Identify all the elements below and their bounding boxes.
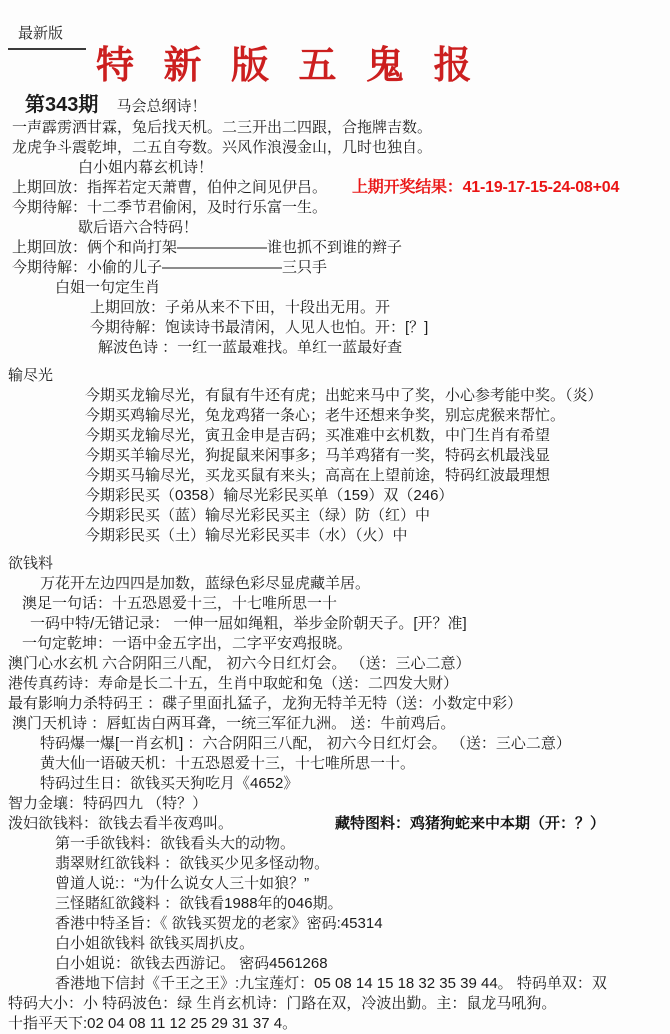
yuqianliao-line: 万花开左边四四是加数，蓝绿色彩尽显虎藏羊居。 [40, 575, 371, 592]
yuqianliao-line: 澳门心水玄机 六合阴阳三八配， 初六今日红灯会。 （送：三心二意） [8, 655, 471, 672]
shujinguang-line: 今期买龙输尽光，寅丑金申是吉码；买准难中玄机数，中门生肖有希望 [85, 427, 551, 444]
yuqianliao-line: 特码爆一爆[一肖玄机] ：六合阴阳三八配， 初六今日红灯会。 （送：三心二意） [40, 735, 571, 752]
intro-poem-line: 一声霹雳洒甘霖，兔后找天机。二三开出二四跟，合拖牌吉数。 [12, 119, 433, 136]
shujinguang-line: 今期彩民买（0358）输尽光彩民买单（159）双（246） [85, 487, 454, 504]
yuqianliao-line: 特码过生日：欲钱买天狗吃月《4652》 [40, 775, 299, 792]
shujinguang-line: 今期买鸡输尽光，兔龙鸡猪一条心；老牛还想来争奖，别忘虎猴来帮忙。 [85, 407, 566, 424]
yuqianliao-line: 一码中特/无错记录： 一伸一屈如绳粗，举步金阶朝天子。[开？准] [30, 615, 467, 632]
yuqianliao-line: 黄大仙一语破天机：十五恐恩爱十三，十七唯所思一十。 [40, 755, 416, 772]
shujinguang-line: 今期买龙输尽光，有鼠有牛还有虎；出蛇来马中了奖，小心参考能中奖。（炎） [85, 387, 603, 404]
page-title: 特 新 版 五 鬼 报 [96, 45, 482, 87]
section-heading-xiehouyu: 歇后语六合特码！ [78, 219, 199, 236]
hk-envelope-line: 香港地下信封《千王之王》:九宝莲灯：05 08 14 15 18 32 35 39 44。 特码单双：双 [55, 975, 607, 992]
shujinguang-line: 今期彩民买（蓝）输尽光彩民买主（绿）防（红）中 [85, 507, 431, 524]
baijie-bose-line: 解波色诗 ：一红一蓝最难找。单红一蓝最好查 [98, 339, 403, 356]
yuqianliao-line: 港传真药诗：寿命是长二十五，生肖中取蛇和兔（送：二四发大财） [8, 675, 459, 692]
baijie-cur-line: 今期待解：饱读诗书最清闲，人见人也怕。开：[？] [90, 319, 429, 336]
yuqianliao-line: 香港中特圣旨：《 欲钱买贺龙的老家》密码:45314 [55, 915, 383, 932]
powu-cangte-line [0, 814, 670, 834]
current-riddle-line: 今期待解：十二季节君偷闲，及时行乐富一生。 [12, 199, 328, 216]
section-heading-baixiaojie: 白小姐内幕玄机诗！ [78, 159, 214, 176]
shujinguang-line: 今期买羊输尽光，狗捉鼠来闲事多；马羊鸡猪有一奖，特码玄机最浅显 [85, 447, 551, 464]
section-heading-shujinguang: 输尽光 [8, 367, 54, 384]
yuqianliao-line: 一句定乾坤：一语中金五字出，二字平安鸡报晓。 [22, 635, 353, 652]
last-draw-line [0, 178, 670, 198]
last-draw-result: 上期开奖结果：41-19-17-15-24-08+04 [352, 179, 620, 196]
issue-subtitle: 马会总纲诗！ [116, 98, 207, 115]
tema-attributes-line: 特码大小：小 特码波色：绿 生肖玄机诗：门路在双，冷波出勤。主：鼠龙马吼狗。 [8, 995, 557, 1012]
yuqianliao-line: 白小姐欲钱料 欲钱买周扒皮。 [55, 935, 255, 952]
issue-row [0, 92, 670, 118]
yuqianliao-line: 三怪賭紅欲錢料 ：欲钱看1988年的046期。 [55, 895, 343, 912]
section-heading-baijie: 白姐一句定生肖 [55, 279, 161, 296]
yuqianliao-line: 曾道人说:：“为什么说女人三十如狼？” [55, 875, 310, 892]
powu-text: 泼妇欲钱料：欲钱去看半夜鸡叫。 [8, 815, 234, 832]
xiehouyu-prev-line: 上期回放：俩个和尚打架——————谁也抓不到谁的辫子 [12, 239, 403, 256]
yuqianliao-line: 最有影响力杀特码王 ：碟子里面扎猛子，龙狗无特羊无特（送：小数定中彩） [8, 695, 523, 712]
section-heading-yuqianliao: 欲钱料 [8, 555, 54, 572]
intro-poem-line: 龙虎争斗震乾坤，二五自夸数。兴风作浪漫金山，几时也独自。 [12, 139, 433, 156]
cangte-text: 藏特图料：鸡猪狗蛇来中本期（开：？） [335, 815, 606, 832]
ten-numbers-line: 十指平天下:02 04 08 11 12 25 29 31 37 4。 [8, 1015, 298, 1032]
shujinguang-line: 今期买马输尽光，买龙买鼠有来头；高高在上望前途，特码红波最理想 [85, 467, 551, 484]
issue-number: 第343期 [25, 94, 99, 116]
yuqianliao-line: 智力金壤：特码四九 （特？） [8, 795, 208, 812]
yuqianliao-line: 翡翠财红欲钱料 ：欲钱买少见多怪动物。 [55, 855, 330, 872]
edition-label: 最新版 [18, 25, 64, 42]
baijie-prev-line: 上期回放：子弟从来不下田，十段出无用。开 [90, 299, 391, 316]
yuqianliao-line: 澳足一句话：十五恐恩爱十三，十七唯所思一十 [22, 595, 338, 612]
shujinguang-line: 今期彩民买（土）输尽光彩民买丰（水）（火）中 [85, 527, 408, 544]
xiehouyu-cur-line: 今期待解：小偷的儿子————————三只手 [12, 259, 328, 276]
last-draw-recap: 上期回放：指挥若定天萧曹，伯仲之间见伊吕。 [12, 179, 328, 196]
masthead [0, 0, 670, 92]
yuqianliao-line: 澳门天机诗 ：唇虹齿白两耳聋，一统三军征九洲。 送：牛前鸡后。 [12, 715, 456, 732]
divider-line [8, 48, 86, 50]
yuqianliao-line: 白小姐说：欲钱去西游记。 密码4561268 [55, 955, 328, 972]
yuqianliao-line: 第一手欲钱料：欲钱看头大的动物。 [55, 835, 296, 852]
